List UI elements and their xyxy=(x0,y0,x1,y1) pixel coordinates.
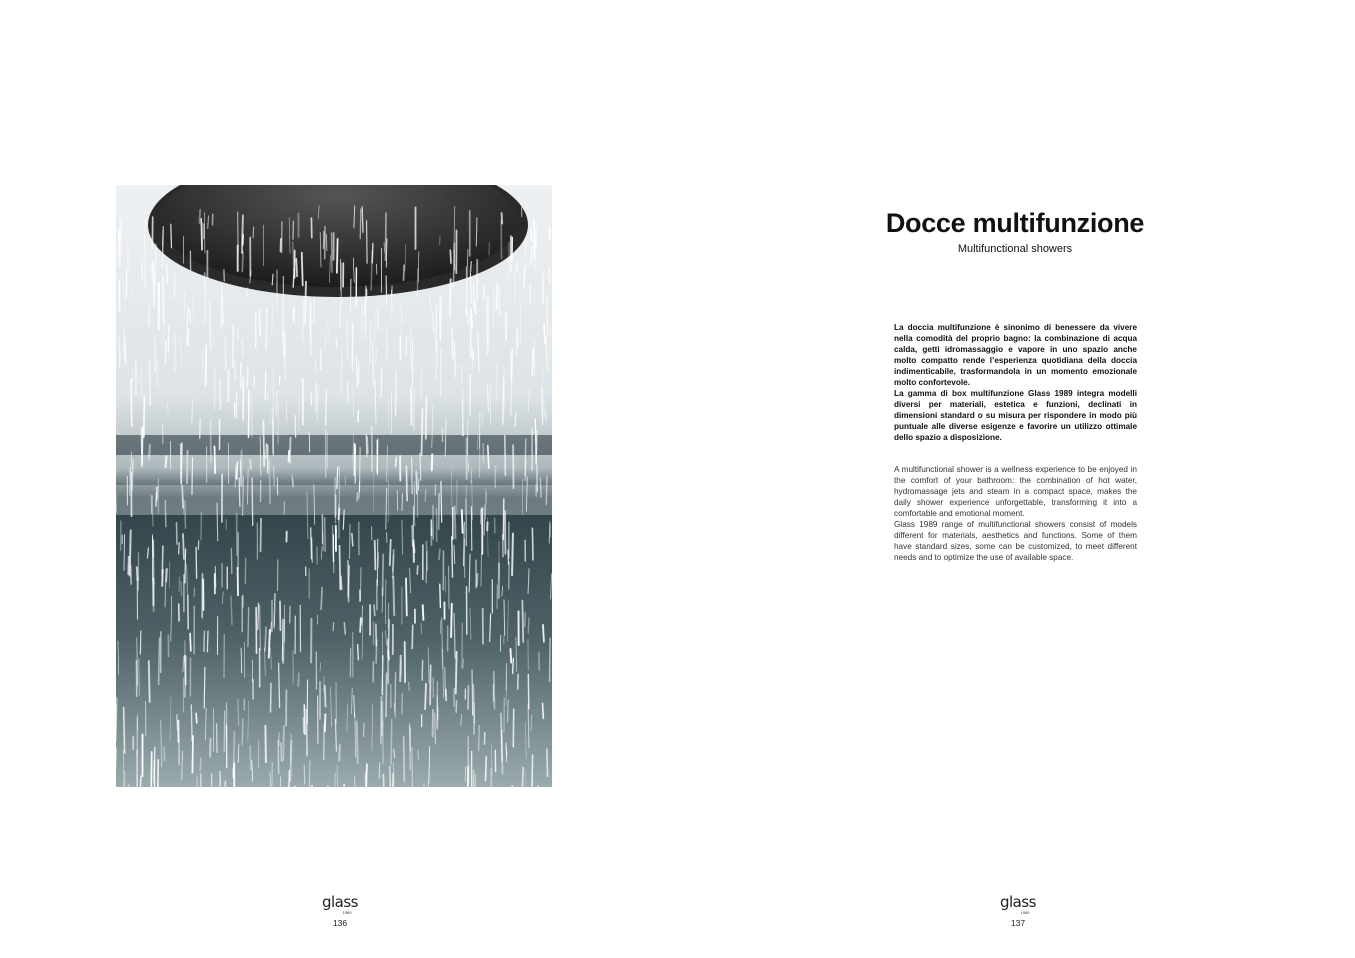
logo-year: 1989 xyxy=(1020,910,1030,915)
footer-left xyxy=(310,895,370,928)
glass-logo: glass xyxy=(321,893,358,911)
english-text-block xyxy=(894,464,1137,563)
italian-text-block xyxy=(894,322,1137,443)
page-subtitle: Multifunctional showers xyxy=(957,243,1073,255)
shower-water-photo xyxy=(116,185,552,787)
page-number: 137 xyxy=(1010,918,1026,928)
rain-shower-image xyxy=(116,185,552,787)
page-number: 136 xyxy=(332,918,348,928)
glass-logo: glass xyxy=(999,893,1036,911)
page-title: Docce multifunzione xyxy=(885,208,1145,238)
italian-paragraph: La doccia multifunzione è sinonimo di benessere da vivere nella comodità del proprio bagno: la combinazione di acqua calda, getti idromassaggio e vapore in uno spazio anche molto compatto rende l’esperienza quotidiana della doccia indimenticabile, trasformandola in un momento emozionale molto confortevole. xyxy=(894,323,1137,387)
italian-paragraph: La gamma di box multifunzione Glass 1989 integra modelli diversi per materiali, estetica e funzioni, declinati in dimensioni standard o su misura per rispondere in modo più puntuale alle diverse esigenze e favorire un utilizzo ottimale dello spazio a disposizione. xyxy=(894,389,1137,442)
logo-year: 1989 xyxy=(342,910,352,915)
english-paragraph: Glass 1989 range of multifunctional showers consist of models different for materials, aesthetics and functions. Some of them have standard sizes, some can be customized, to meet different needs and to optimize the use of available space. xyxy=(894,520,1137,562)
english-paragraph: A multifunctional shower is a wellness experience to be enjoyed in the comfort of your bathroom: the combination of hot water, hydromassage jets and steam in a compact space, makes the daily shower experience unforgettable, transforming it into a comfortable and emotional moment. xyxy=(894,465,1137,518)
footer-right xyxy=(988,895,1048,928)
